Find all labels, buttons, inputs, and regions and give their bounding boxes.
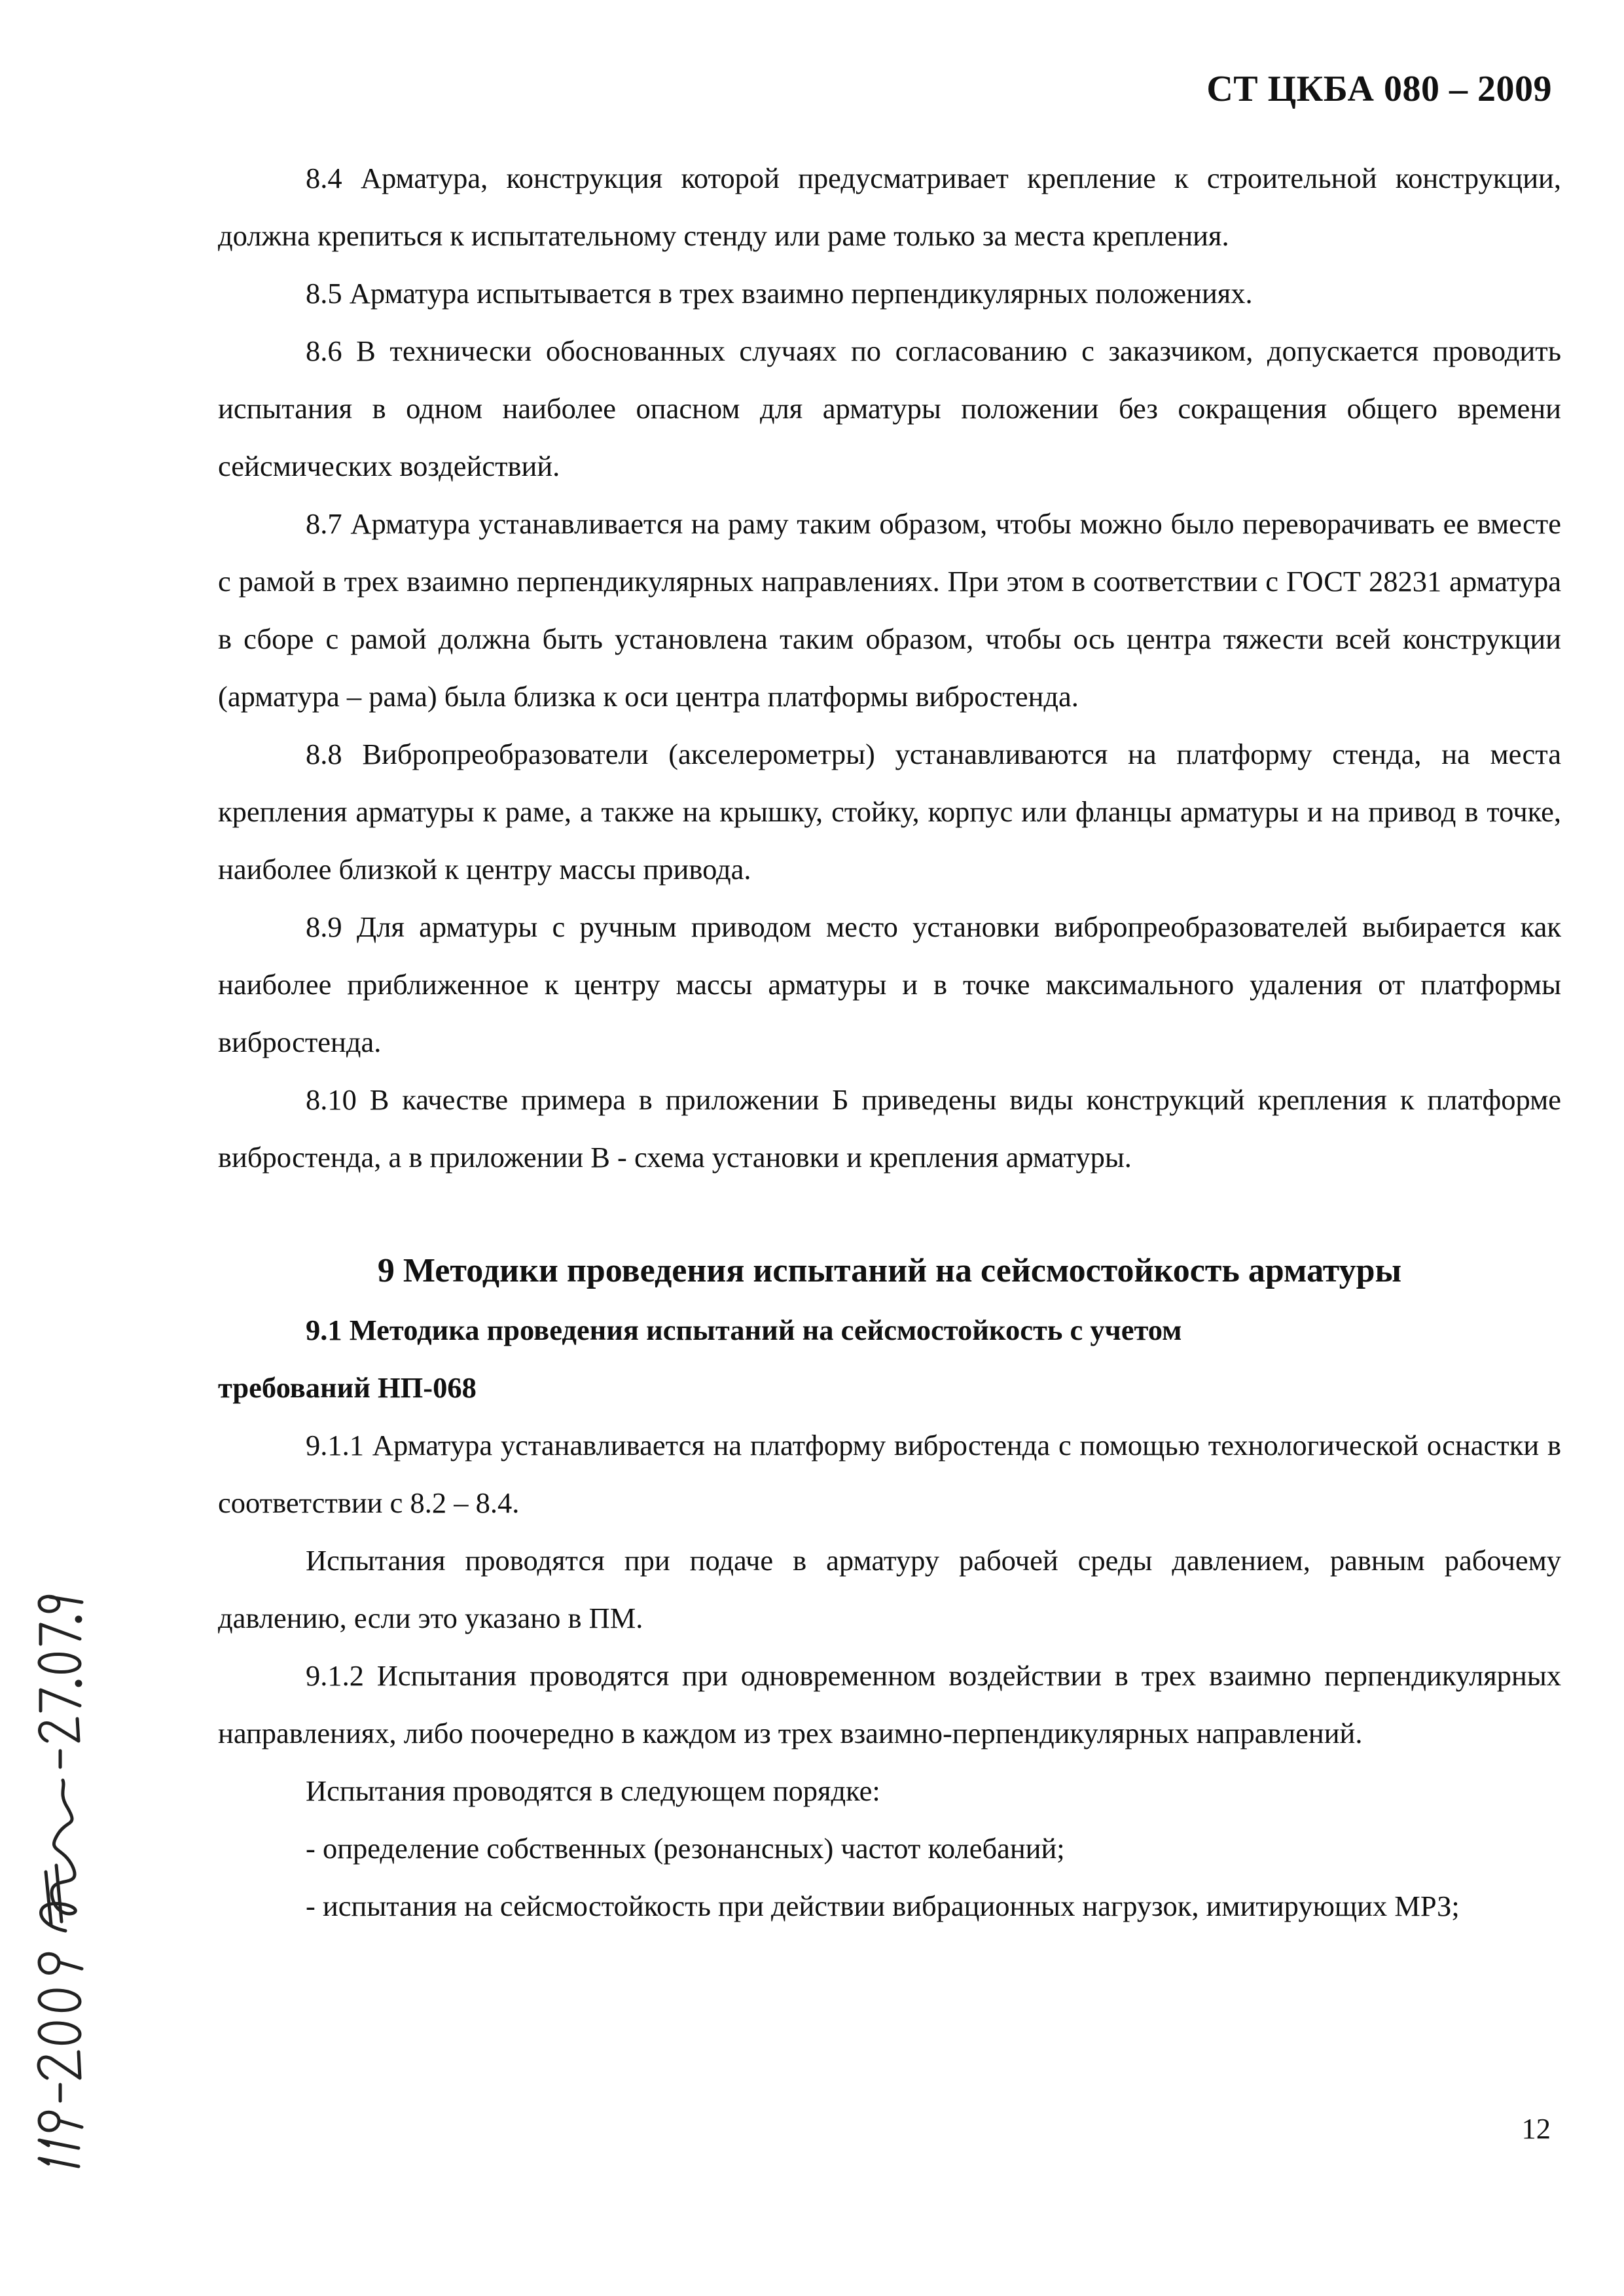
- paragraph-9-1-1-pressure: Испытания проводятся при подаче в арматуру рабочей среды давлением, равным рабочему давлению, если это указано в ПМ.: [218, 1544, 1561, 1634]
- paragraph-8-10: 8.10 В качестве примера в приложении Б приведены виды конструкций крепления к платформе вибростенда, а в приложении В - схема установки и крепления арматуры.: [218, 1083, 1561, 1174]
- paragraph-8-9: 8.9 Для арматуры с ручным приводом место установки вибропреобразователей выбирается как наиболее приближенное к центру массы арматуры и в точке максимального удаления от платформы вибростенда.: [218, 910, 1561, 1058]
- paragraph-8-8: 8.8 Вибропреобразователи (акселерометры) устанавливаются на платформу стенда, на места крепления арматуры к раме, а также на крышку, стойку, корпус или фланцы арматуры и на привод в точке, наиболее близкой к центру массы привода.: [218, 738, 1561, 886]
- handwritten-margin-note: [20, 1584, 111, 2173]
- paragraph-8-4: 8.4 Арматура, конструкция которой предусматривает крепление к строительной конструкции, должна крепиться к испытательному стенду или раме только за места крепления.: [218, 162, 1561, 252]
- subsection-heading-line2: требований НП-068: [218, 1371, 477, 1404]
- paragraph-8-6: 8.6 В технически обоснованных случаях по согласованию с заказчиком, допускается проводить испытания в одном наиболее опасном для арматуры положении без сокращения общего времени сейсмических воздействий.: [218, 334, 1561, 482]
- paragraph-8-7: 8.7 Арматура устанавливается на раму таким образом, чтобы можно было переворачивать ее вместе с рамой в трех взаимно перпендикулярных направлениях. При этом в соответствии с ГОСТ 28231 арматура в сборе с рамой должна быть установлена таким образом, чтобы ось центра тяжести всей конструкции (арматура – рама) была близка к оси центра платформы вибростенда.: [218, 507, 1561, 713]
- list-item-resonance: - определение собственных (резонансных) частот колебаний;: [306, 1832, 1065, 1865]
- paragraph-9-1-2: 9.1.2 Испытания проводятся при одновременном воздействии в трех взаимно перпендикулярных направлениях, либо поочередно в каждом из трех взаимно-перпендикулярных направлений.: [218, 1659, 1561, 1749]
- document-body: [218, 149, 1561, 1935]
- signature-icon: [20, 1584, 111, 2173]
- section-9-heading: 9 Методики проведения испытаний на сейсмостойкость арматуры: [377, 1252, 1402, 1289]
- paragraph-8-5: 8.5 Арматура испытывается в трех взаимно перпендикулярных положениях.: [306, 277, 1253, 310]
- document-code: СТ ЦКБА 080 – 2009: [1206, 69, 1552, 109]
- paragraph-9-1-1: 9.1.1 Арматура устанавливается на платформу вибростенда с помощью технологической оснастки в соответствии с 8.2 – 8.4.: [218, 1429, 1561, 1519]
- list-item-seismic-test: - испытания на сейсмостойкость при действии вибрационных нагрузок, имитирующих МРЗ;: [306, 1890, 1460, 1922]
- page-number: 12: [1521, 2112, 1551, 2145]
- subsection-heading-line1: 9.1 Методика проведения испытаний на сейсмостойкость с учетом: [306, 1314, 1182, 1346]
- paragraph-test-order: Испытания проводятся в следующем порядке:: [306, 1774, 880, 1807]
- subsection-9-1-heading: [218, 1301, 1561, 1416]
